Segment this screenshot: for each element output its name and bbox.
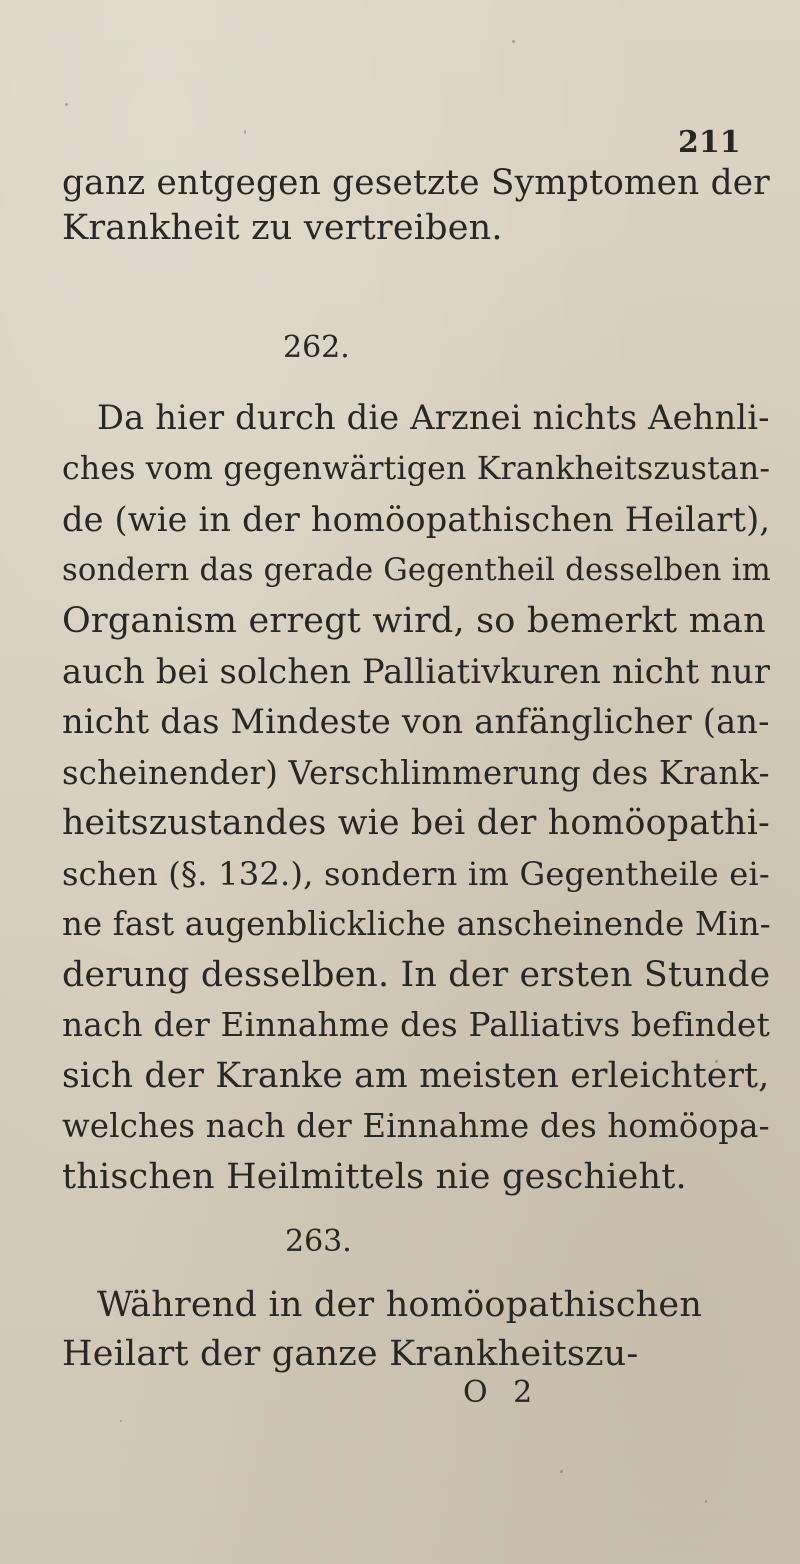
paper-speck (65, 103, 68, 106)
text-line: sich der Kranke am meisten erleichtert, (62, 1056, 770, 1096)
text-line: heitszustandes wie bei der homöopathi- (62, 803, 770, 843)
section-number: 263. (285, 1224, 352, 1259)
signature-mark: O 2 (463, 1375, 541, 1410)
text-line: schen (§. 132.), sondern im Gegentheile ei- (62, 855, 770, 893)
paper-speck (705, 1500, 707, 1503)
text-line: Da hier durch die Arznei nichts Aehnli- (97, 398, 770, 437)
text-line: auch bei solchen Palliativkuren nicht nur (62, 652, 771, 691)
text-line: Krankheit zu vertreiben. (62, 208, 503, 248)
paper-speck (560, 1470, 563, 1473)
text-line: ches vom gegenwärtigen Krankheitszustan- (62, 451, 771, 487)
text-line: scheinender) Verschlimmerung des Krank- (62, 754, 770, 792)
text-line: ne fast augenblickliche anscheinende Min- (62, 905, 771, 943)
text-line: welches nach der Einnahme des homöopa- (62, 1107, 770, 1145)
text-line: nicht das Mindeste von anfänglicher (an- (62, 702, 770, 741)
text-line: nach der Einnahme des Palliativs befindet (62, 1006, 770, 1044)
text-line: de (wie in der homöopathischen Heilart), (62, 500, 771, 539)
section-number: 262. (283, 330, 350, 365)
paper-speck (120, 1420, 122, 1422)
text-line: Während in der homöopathischen (97, 1285, 703, 1325)
paper-speck (512, 40, 515, 43)
page-number: 211 (678, 125, 741, 160)
text-line: sondern das gerade Gegentheil desselben im (62, 553, 771, 588)
text-line: ganz entgegen gesetzte Symptomen der (62, 163, 770, 203)
paper-speck (244, 130, 246, 134)
text-line: derung desselben. In der ersten Stunde (62, 955, 771, 995)
text-line: Heilart der ganze Krankheitszu- (62, 1334, 639, 1374)
text-line: thischen Heilmittels nie geschieht. (62, 1157, 687, 1197)
text-line: Organism erregt wird, so bemerkt man (62, 601, 766, 641)
